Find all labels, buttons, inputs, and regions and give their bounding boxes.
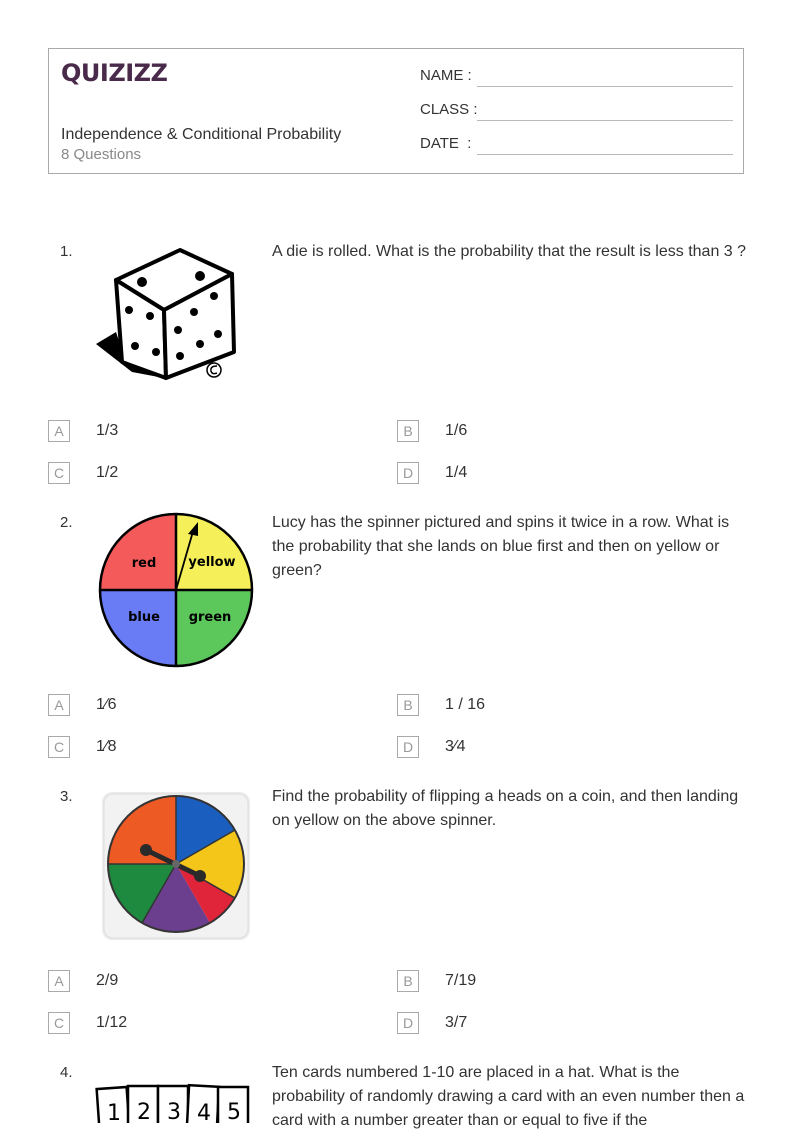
name-label: NAME : bbox=[420, 67, 472, 84]
spinner-label-green: green bbox=[188, 610, 232, 625]
question-number: 1. bbox=[60, 243, 73, 260]
worksheet-header bbox=[48, 48, 744, 174]
option-d-box[interactable]: D bbox=[397, 736, 419, 758]
option-c-text[interactable]: 1/12 bbox=[96, 1014, 128, 1031]
option-c-text[interactable]: 1/2 bbox=[96, 464, 119, 481]
option-a-text[interactable]: 1⁄6 bbox=[96, 696, 117, 713]
option-b-text[interactable]: 7/19 bbox=[445, 972, 477, 989]
question-number: 2. bbox=[60, 514, 73, 531]
option-c-box[interactable]: C bbox=[48, 736, 70, 758]
class-label: CLASS : bbox=[420, 101, 478, 118]
question-text: Find the probability of flipping a heads on a coin, and then landing on yellow on the above spinner. bbox=[272, 788, 739, 829]
card-label-3: 3 bbox=[167, 1100, 181, 1123]
card-label-4: 4 bbox=[197, 1101, 211, 1123]
question-text: Ten cards numbered 1-10 are placed in a hat. What is the probability of randomly drawing a card with an even number then a card with a number greater than or equal to five if the bbox=[272, 1064, 745, 1129]
name-line bbox=[477, 86, 733, 87]
die-image bbox=[92, 244, 242, 386]
option-d-text[interactable]: 3⁄4 bbox=[445, 738, 466, 755]
class-line bbox=[477, 120, 733, 121]
option-d-text[interactable]: 1/4 bbox=[445, 464, 468, 481]
card-label-1: 1 bbox=[107, 1101, 121, 1123]
date-label: DATE : bbox=[420, 135, 472, 152]
quizizz-logo: QUIZIZZ bbox=[61, 59, 168, 87]
option-c-box[interactable]: C bbox=[48, 1012, 70, 1034]
option-a-text[interactable]: 1/3 bbox=[96, 422, 119, 439]
spinner-label-yellow: yellow bbox=[188, 555, 236, 570]
option-a-box[interactable]: A bbox=[48, 420, 70, 442]
class-field[interactable] bbox=[420, 101, 478, 123]
name-field[interactable] bbox=[420, 67, 472, 89]
four-color-spinner-image bbox=[98, 512, 254, 668]
option-b-text[interactable]: 1 / 16 bbox=[445, 696, 486, 713]
option-b-box[interactable]: B bbox=[397, 420, 419, 442]
option-d-box[interactable]: D bbox=[397, 462, 419, 484]
numbered-cards-image bbox=[94, 1082, 252, 1123]
card-label-2: 2 bbox=[137, 1100, 151, 1123]
option-c-box[interactable]: C bbox=[48, 462, 70, 484]
option-b-box[interactable]: B bbox=[397, 694, 419, 716]
question-text: A die is rolled. What is the probability that the result is less than 3 ? bbox=[272, 243, 747, 260]
option-a-box[interactable]: A bbox=[48, 970, 70, 992]
date-field[interactable] bbox=[420, 135, 471, 157]
option-a-box[interactable]: A bbox=[48, 694, 70, 716]
option-d-box[interactable]: D bbox=[397, 1012, 419, 1034]
question-number: 3. bbox=[60, 788, 73, 805]
six-color-spinner-image bbox=[102, 792, 250, 940]
worksheet-title: Independence & Conditional Probability bbox=[61, 126, 342, 143]
question-count: 8 Questions bbox=[61, 146, 142, 163]
option-b-text[interactable]: 1/6 bbox=[445, 422, 468, 439]
option-c-text[interactable]: 1⁄8 bbox=[96, 738, 117, 755]
spinner-label-blue: blue bbox=[128, 610, 160, 625]
date-line bbox=[477, 154, 733, 155]
question-text: Lucy has the spinner pictured and spins it twice in a row. What is the probability that she lands on blue first and then on yellow or green? bbox=[272, 514, 730, 579]
option-a-text[interactable]: 2/9 bbox=[96, 972, 119, 989]
card-label-5: 5 bbox=[227, 1100, 241, 1123]
option-d-text[interactable]: 3/7 bbox=[445, 1014, 468, 1031]
option-b-box[interactable]: B bbox=[397, 970, 419, 992]
spinner-label-red: red bbox=[131, 556, 157, 571]
question-number: 4. bbox=[60, 1064, 73, 1081]
